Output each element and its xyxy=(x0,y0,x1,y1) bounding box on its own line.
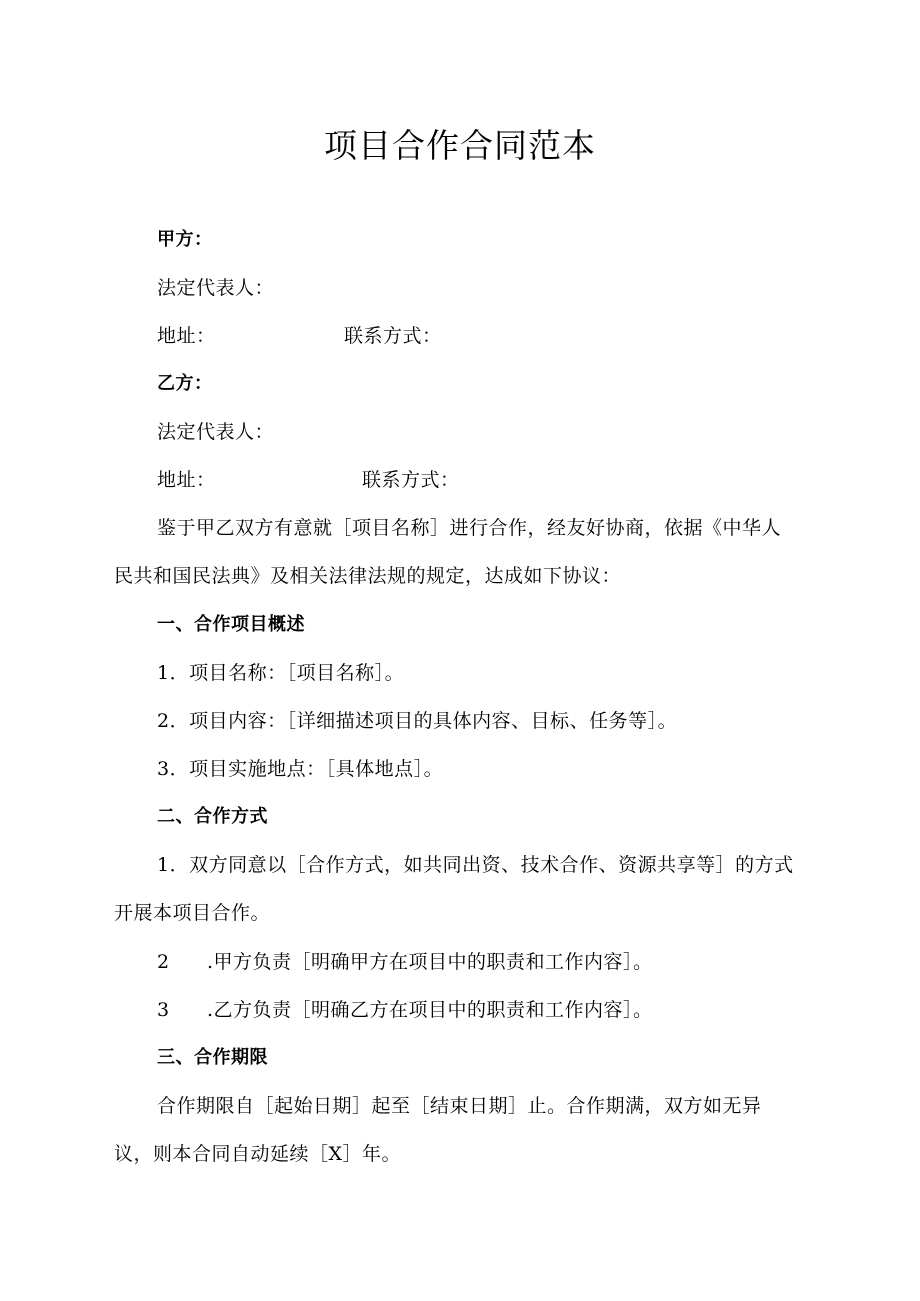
party-b-contact: 联系方式： xyxy=(362,469,460,491)
section-3-heading: 三、合作期限 xyxy=(157,1047,268,1068)
section-1-item: 3．项目实施地点：［具体地点］。 xyxy=(157,758,444,780)
section-2-item-1-line-2: 开展本项目合作。 xyxy=(114,902,271,924)
party-b-legal-rep: 法定代表人： xyxy=(157,421,275,443)
party-a-legal-rep: 法定代表人： xyxy=(157,277,275,299)
section-3-line-1: 合作期限自［起始日期］起至［结束日期］止。合作期满，双方如无异 xyxy=(157,1095,762,1117)
party-a-label: 甲方： xyxy=(157,229,213,250)
party-b-label: 乙方： xyxy=(157,373,213,394)
section-3-line-2: 议，则本合同自动延续［X］年。 xyxy=(114,1143,402,1165)
section-2-item-2-text: .甲方负责［明确甲方在项目中的职责和工作内容］。 xyxy=(207,951,653,973)
party-a-address: 地址： xyxy=(157,325,216,347)
section-2-item-3-text: .乙方负责［明确乙方在项目中的职责和工作内容］。 xyxy=(207,999,653,1021)
section-2-heading: 二、合作方式 xyxy=(157,806,268,827)
section-1-item: 2．项目内容：［详细描述项目的具体内容、目标、任务等］。 xyxy=(157,710,678,732)
section-1-item: 1．项目名称：［项目名称］。 xyxy=(157,662,405,684)
section-2-item-3-number: 3 xyxy=(157,999,170,1021)
party-b-address: 地址： xyxy=(157,469,216,491)
preamble-line-2: 民共和国民法典》及相关法律法规的规定，达成如下协议： xyxy=(114,565,622,587)
section-2-item-2-number: 2 xyxy=(157,951,170,973)
section-1-heading: 一、合作项目概述 xyxy=(157,614,305,635)
document-title: 项目合作合同范本 xyxy=(324,126,596,165)
party-a-contact: 联系方式： xyxy=(344,325,442,347)
preamble-line-1: 鉴于甲乙双方有意就［项目名称］进行合作，经友好协商，依据《中华人 xyxy=(157,517,782,539)
section-2-item-1-line-1: 1．双方同意以［合作方式，如共同出资、技术合作、资源共享等］的方式 xyxy=(157,854,794,876)
